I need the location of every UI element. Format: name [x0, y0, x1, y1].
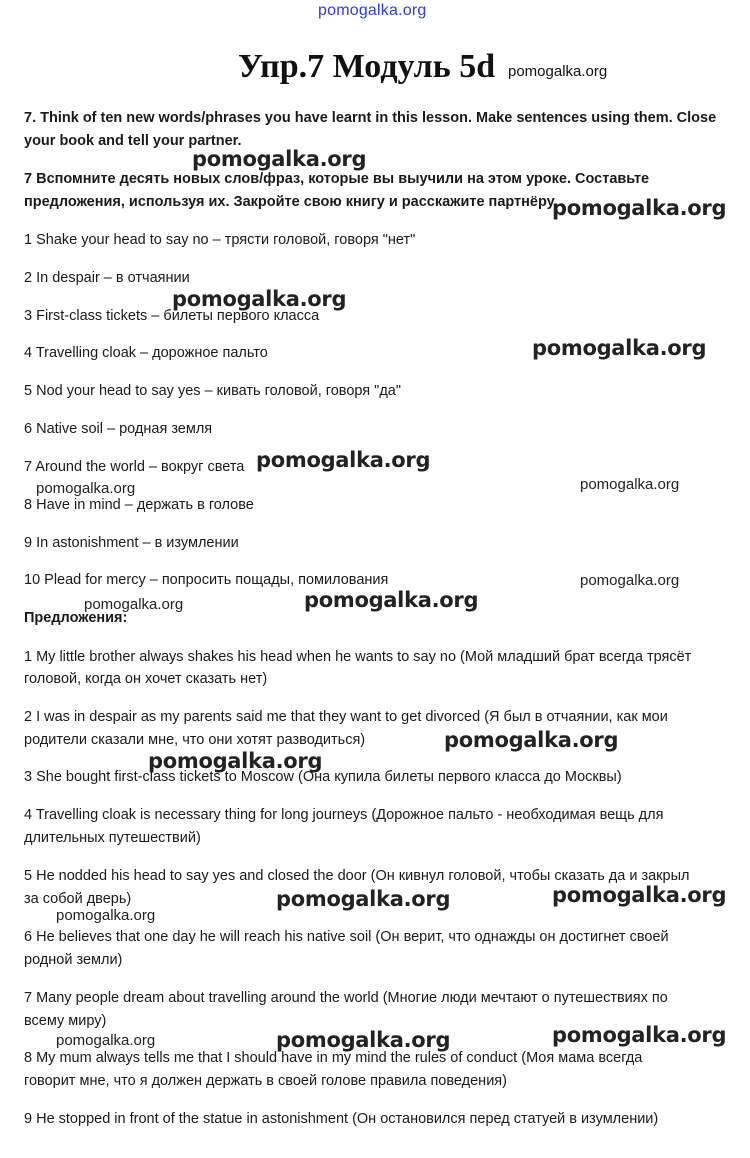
watermark: pomogalka.org: [56, 1032, 156, 1049]
sentence-line: 8 My mum always tells me that I should have in my mind the rules of conduct (Моя мама всегда: [24, 1050, 643, 1066]
watermark: pomogalka.org: [532, 336, 707, 360]
sentence-line: 1 My little brother always shakes his head when he wants to say no (Мой младший брат всегда трясёт: [24, 649, 692, 665]
watermark: pomogalka.org: [148, 749, 323, 773]
watermark: pomogalka.org: [552, 883, 727, 907]
sentences-heading: Предложения:: [24, 610, 128, 626]
phrase-item: 3 First-class tickets – билеты первого класса: [24, 308, 320, 324]
sentence-line: родители сказали мне, что они хотят разводиться): [24, 732, 366, 748]
sentence-line: 3 She bought first-class tickets to Moscow (Она купила билеты первого класса до Москвы): [24, 769, 622, 785]
watermark: pomogalka.org: [304, 588, 479, 612]
phrase-item: 10 Plead for mercy – попросить пощады, помилования: [24, 572, 389, 588]
phrase-item: 5 Nod your head to say yes – кивать головой, говоря "да": [24, 383, 401, 399]
phrase-item: 2 In despair – в отчаянии: [24, 270, 190, 286]
sentence-line: 5 He nodded his head to say yes and closed the door (Он кивнул головой, чтобы сказать да и закрыл: [24, 868, 690, 884]
task-ru-line-2: предложения, используя их. Закройте свою книгу и расскажите партнёру.: [24, 194, 558, 210]
watermark: pomogalka.org: [444, 728, 619, 752]
watermark: pomogalka.org: [276, 1028, 451, 1052]
top-site-link[interactable]: pomogalka.org: [318, 2, 427, 19]
watermark: pomogalka.org: [172, 287, 347, 311]
watermark: pomogalka.org: [56, 907, 156, 924]
sentence-line: 6 He believes that one day he will reach his native soil (Он верит, что однажды он достигнет своей: [24, 929, 669, 945]
task-ru-line-1: 7 Вспомните десять новых слов/фраз, которые вы выучили на этом уроке. Составьте: [24, 171, 650, 187]
sentence-line: родной земли): [24, 952, 123, 968]
task-en-line-2: your book and tell your partner.: [24, 133, 242, 149]
phrase-item: 4 Travelling cloak – дорожное пальто: [24, 345, 268, 361]
watermark: pomogalka.org: [276, 887, 451, 911]
sentence-line: за собой дверь): [24, 891, 132, 907]
sentence-line: всему миру): [24, 1013, 107, 1029]
phrase-item: 1 Shake your head to say no – трясти головой, говоря "нет": [24, 232, 416, 248]
sentence-line: 2 I was in despair as my parents said me that they want to get divorced (Я был в отчаянии, как мои: [24, 709, 668, 725]
phrase-item: 8 Have in mind – держать в голове: [24, 497, 254, 513]
title-watermark: pomogalka.org: [508, 63, 608, 80]
phrase-item: 7 Around the world – вокруг света: [24, 459, 245, 475]
phrase-item: 6 Native soil – родная земля: [24, 421, 213, 437]
watermark: pomogalka.org: [256, 448, 431, 472]
sentence-line: 7 Many people dream about travelling around the world (Многие люди мечтают о путешествиях по: [24, 990, 668, 1006]
watermark: pomogalka.org: [552, 196, 727, 220]
watermark: pomogalka.org: [192, 147, 367, 171]
sentence-line: головой, когда он хочет сказать нет): [24, 671, 268, 687]
watermark: pomogalka.org: [36, 480, 136, 497]
sentence-line: говорит мне, что я должен держать в своей голове правила поведения): [24, 1073, 507, 1089]
sentence-line: 4 Travelling cloak is necessary thing for long journeys (Дорожное пальто - необходимая вещь для: [24, 807, 664, 823]
task-en-line-1: 7. Think of ten new words/phrases you have learnt in this lesson. Make sentences using them. Close: [24, 110, 717, 126]
watermark: pomogalka.org: [580, 476, 680, 493]
page-title: Упр.7 Модуль 5d: [238, 48, 496, 85]
phrase-item: 9 In astonishment – в изумлении: [24, 535, 239, 551]
sentence-line: 9 He stopped in front of the statue in astonishment (Он остановился перед статуей в изумлении): [24, 1111, 659, 1127]
watermark: pomogalka.org: [580, 572, 680, 589]
watermark: pomogalka.org: [552, 1023, 727, 1047]
watermark: pomogalka.org: [84, 596, 184, 613]
sentence-line: длительных путешествий): [24, 830, 201, 846]
